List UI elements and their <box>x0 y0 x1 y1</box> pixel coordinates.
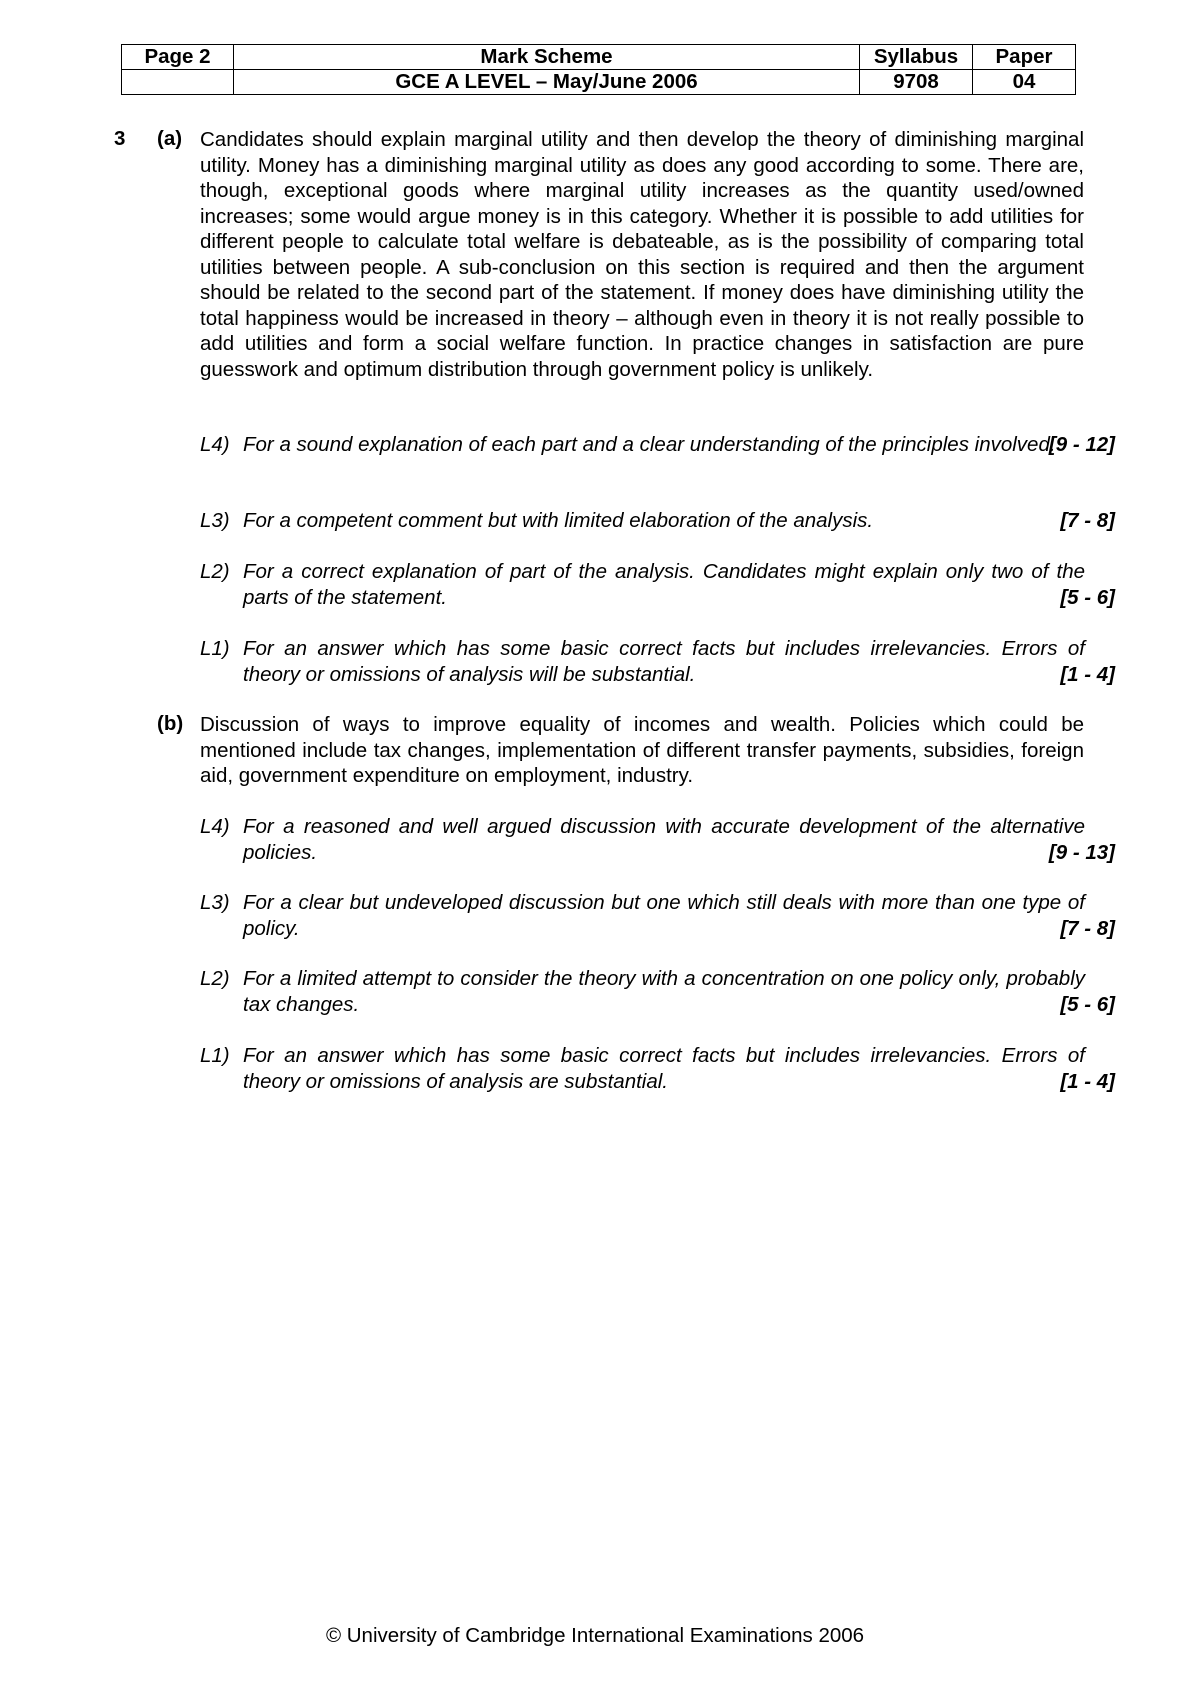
level-description: For a competent comment but with limited elaboration of the analysis. <box>243 509 874 532</box>
part-a-level-1 <box>200 636 1115 687</box>
level-description: For a correct explanation of part of the analysis. Candidates might explain only two of the parts of the statement. <box>243 560 1085 609</box>
level-tag: L3) <box>200 891 230 914</box>
header-exam-cell: GCE A LEVEL – May/June 2006 <box>234 70 860 95</box>
level-description: For an answer which has some basic correct facts but includes irrelevancies. Errors of theory or omissions of analysis are substantial. <box>243 1044 1085 1093</box>
level-tag: L4) <box>200 815 230 838</box>
header-title-cell: Mark Scheme <box>234 45 860 70</box>
part-a-level-3 <box>200 508 1115 534</box>
header-row-1 <box>122 45 1076 70</box>
part-b-level-1 <box>200 1043 1115 1094</box>
level-marks: [5 - 6] <box>1060 992 1115 1016</box>
level-tag: L4) <box>200 433 230 456</box>
header-table <box>121 44 1076 95</box>
question-number: 3 <box>114 127 126 150</box>
header-row-2 <box>122 70 1076 95</box>
header-page-cell: Page 2 <box>122 45 234 70</box>
header-empty-cell <box>122 70 234 95</box>
header-paper-cell: Paper <box>973 45 1076 70</box>
part-a-text: Candidates should explain marginal utility and then develop the theory of diminishing marginal utility. Money has a diminishing marginal utility as does any good according to some. There are, though, exceptional goods where marginal utility increases as the quantity used/owned increases; some would argue money is in this category. Whether it is possible to add utilities for different people to calculate total welfare is debateable, as is the possibility of comparing total utilities between people. A sub-conclusion on this section is required and then the argument should be related to the second part of the statement. If money does have diminishing utility the total happiness would be increased in theory – although even in theory it is not really possible to add utilities and form a social welfare function. In practice changes in satisfaction are pure guesswork and optimum distribution through government policy is unlikely. <box>200 128 1084 381</box>
level-tag: L2) <box>200 967 230 990</box>
level-tag: L2) <box>200 560 230 583</box>
level-tag: L1) <box>200 1044 230 1067</box>
level-marks: [1 - 4] <box>1060 662 1115 686</box>
part-a-level-4 <box>200 432 1115 458</box>
header-syllabus-code-cell: 9708 <box>860 70 973 95</box>
part-b-text: Discussion of ways to improve equality of incomes and wealth. Policies which could be mentioned include tax changes, implementation of different transfer payments, subsidies, foreign aid, government expenditure on employment, industry. <box>200 713 1084 787</box>
level-marks: [5 - 6] <box>1060 585 1115 609</box>
part-b-level-2 <box>200 966 1115 1017</box>
level-marks: [9 - 13] <box>1048 840 1115 864</box>
part-b-level-4 <box>200 814 1115 865</box>
level-description: For a sound explanation of each part and a clear understanding of the principles involved. <box>243 433 1056 456</box>
header-paper-number-cell: 04 <box>973 70 1076 95</box>
part-b-label: (b) <box>157 712 184 735</box>
level-marks: [7 - 8] <box>1060 916 1115 940</box>
level-description: For a clear but undeveloped discussion but one which still deals with more than one type of policy. <box>243 891 1085 940</box>
header-syllabus-cell: Syllabus <box>860 45 973 70</box>
part-a-label: (a) <box>157 127 183 150</box>
level-description: For a limited attempt to consider the theory with a concentration on one policy only, probably tax changes. <box>243 967 1085 1016</box>
level-description: For a reasoned and well argued discussion with accurate development of the alternative policies. <box>243 815 1085 864</box>
level-marks: [1 - 4] <box>1060 1069 1115 1093</box>
level-marks: [7 - 8] <box>1060 509 1115 532</box>
part-b-level-3 <box>200 890 1115 941</box>
level-tag: L3) <box>200 509 230 532</box>
level-tag: L1) <box>200 637 230 660</box>
footer-copyright: © University of Cambridge International Examinations 2006 <box>325 1624 865 1647</box>
level-description: For an answer which has some basic correct facts but includes irrelevancies. Errors of theory or omissions of analysis will be substantial. <box>243 637 1085 686</box>
level-marks: [9 - 12] <box>1048 433 1115 456</box>
part-a-level-2 <box>200 559 1115 610</box>
